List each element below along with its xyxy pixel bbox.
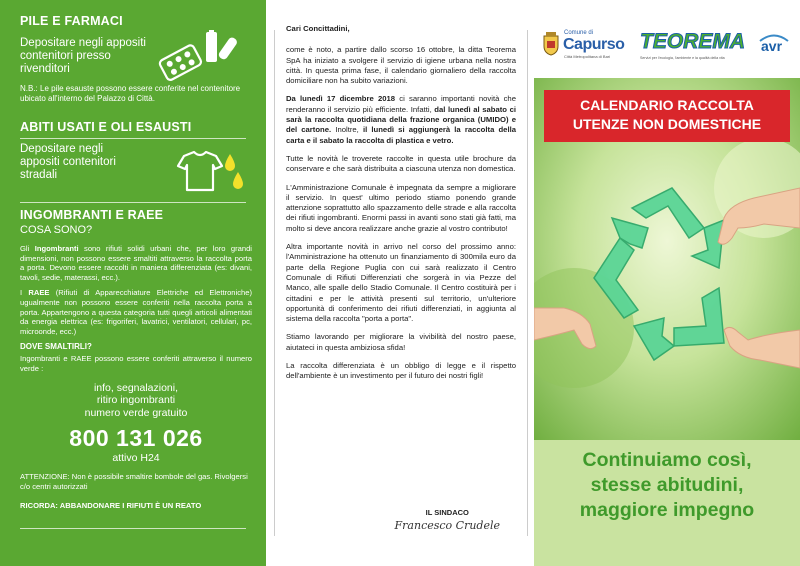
slogan [534,448,800,523]
divider [274,30,275,536]
comune-prefix: Comune di [564,30,594,36]
contact-line: ritiro ingombranti [96,394,176,407]
ingombranti-paragraph: Gli Ingombranti sono rifiuti solidi urbani che, per loro grandi dimensioni, non possono essere smaltiti attraverso la raccolta porta a porta. Devono essere raccolti in maniera differenziata (es: divani, tavoli, sedie, materassi, ecc.). [20,244,252,282]
letter-paragraph: Stiamo lavorando per migliorare la vivibilità del nostro paese, aiutateci in questa ambiziosa sfida! [286,332,516,352]
toll-free-number[interactable]: 800 131 026 [69,425,203,452]
info-panel [0,0,266,566]
hours-label: attivo H24 [112,452,160,465]
divider [20,528,246,529]
letter-paragraph: L'Amministrazione Comunale è impegnata da sempre a migliorare il servizio. In quest' ultimo periodo stiamo ponendo grande attenzione soprattutto allo spazzamento delle strade e alla raccolta dei rifiuti ingombranti. Enormi passi in avanti sono stati già fatti, ma molto si deve ancora realizzare anche grazie al vostro contributo! [286,182,516,233]
section-title: INGOMBRANTI E RAEE [20,208,164,222]
raee-paragraph: I RAEE (Rifiuti di Apparecchiature Elettriche ed Elettroniche) ugualmente non possono essere conferiti nella raccolta porta a porta. Appartengono a questa categoria tutti quegli articoli alimentati da energia elettrica (es: frigoriferi, lavatrici, ventilatori, cellulari, pc, microonde, ecc.) [20,288,252,336]
section-title: PILE E FARMACI [20,14,123,28]
banner-line: CALENDARIO RACCOLTA [580,97,754,113]
logo-bar [534,0,800,78]
section-body: Depositare negli appositi contenitori stradali [20,143,116,181]
mayor-letter [286,24,516,382]
tshirt-oil-icon [172,150,244,192]
signature-name: Francesco Crudele [394,519,500,532]
contact-line: numero verde gratuito [84,406,188,419]
letter-paragraph: come è noto, a partire dallo scorso 16 ottobre, la ditta Teorema SpA ha iniziato a svolgere il servizio di igiene urbana nella nostra città. In questa prima fase, il calendario giornaliero della raccolta domiciliare non ha subito variazioni. [286,45,516,86]
teorema-logo [640,30,744,66]
letter-panel [266,0,534,566]
divider [527,30,528,536]
comune-name: Capurso [563,36,625,53]
slogan-line: stesse abitudini, [590,474,744,496]
signature-title: IL SINDACO [425,508,469,517]
letter-paragraph: Altra importante novità in arrivo nel corso del prossimo anno: l'Amministrazione ha ottenuto un finanziamento di 300mila euro da parte della Regione Puglia con cui sarà realizzato il Centro Comunale di Rifiuti Differenziati che sorgerà in via Pezze del Manco, alle spalle dello Stadio Comunale. Il Centro costituirà per i cittadini e per le attività presenti sul territorio, un'ulteriore opportunità di conferimento dei rifiuti differenziati, in aggiunta al sistema della raccolta "porta a porta". [286,242,516,324]
section-title: ABITI USATI E OLI ESAUSTI [20,120,192,134]
cover-panel [534,0,800,566]
letter-paragraph: Tutte le novità le troverete raccolte in questa utile brochure da conservare e che sarà distribuita a ciascuna utenza non domestica. [286,153,516,174]
city-crest-icon [542,32,560,56]
section-subtitle: COSA SONO? [20,224,93,236]
teorema-wordmark: TEOREMA [640,30,745,53]
letter-paragraph: La raccolta differenziata è un obbligo di legge e il rispetto dell'ambiente è un investimento per il futuro dei nostri figli! [286,361,516,381]
slogan-line: maggiore impegno [579,499,755,521]
avr-logo [754,32,794,62]
banner-line: UTENZE NON DOMESTICHE [572,116,762,132]
reminder-note: RICORDA: ABBANDONARE I RIFIUTI È UN REATO [20,501,202,511]
pills-battery-icon [158,30,238,82]
teorema-tagline: Servizi per l'ecologia, l'ambiente e la qualità della vita [640,56,725,60]
avr-wordmark: avr [761,38,783,54]
divider [20,138,246,139]
where-body: Ingombranti e RAEE possono essere conferiti attraverso il numero verde : [20,354,252,373]
salutation: Cari Concittadini, [286,24,350,33]
slogan-line: Continuiamo così, [582,449,752,471]
comune-tagline: Città Metropolitana di Bari [564,54,611,59]
comune-logo [542,30,624,62]
divider [20,202,246,203]
contact-info [20,382,252,420]
section-ingombranti [20,208,252,374]
section-note: N.B.: Le pile esauste possono essere conferite nel contenitore ubicato all'interno del Palazzo di Città. [20,84,241,103]
attention-note: ATTENZIONE: Non è possibile smaltire bombole del gas. Rivolgersi c/o centri autorizzati [20,472,248,491]
letter-paragraph: Da lunedì 17 dicembre 2018 ci saranno importanti novità che renderanno il servizio più efficiente. Infatti, dal lunedì al sabato ci sarà la raccolta quotidiana della frazione organica (UMIDO) e del cartone. Inoltre, il lunedì si aggiungerà la raccolta della carta e il sabato la raccolta di plastica e vetro. [286,94,517,145]
signature-block [395,508,500,532]
contact-line: info, segnalazioni, [93,381,179,394]
title-banner [544,90,790,142]
section-body: Depositare negli appositi contenitori presso rivenditori [20,37,146,75]
where-title: DOVE SMALTIRLI? [20,342,92,352]
